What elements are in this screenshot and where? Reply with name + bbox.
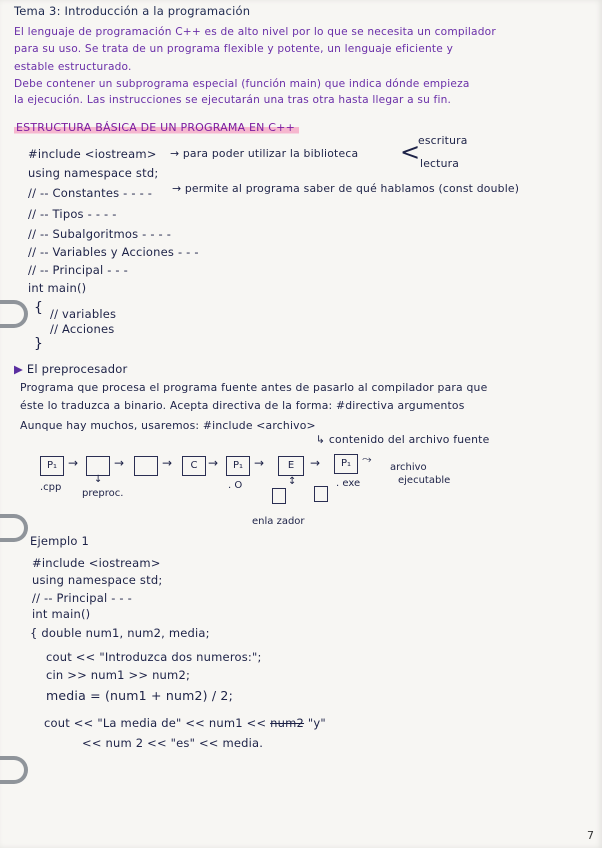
triangle-bullet-icon: ▶ bbox=[14, 362, 24, 376]
intro-line-4: Debe contener un subprograma especial (función main) que indica dónde empieza bbox=[14, 78, 470, 90]
diagram-box-lib-right bbox=[314, 486, 328, 502]
code-include: #include <iostream> bbox=[28, 147, 157, 161]
diagram-box-p1: P₁ bbox=[40, 456, 64, 476]
diagram-label-preproc: preproc. bbox=[82, 488, 124, 499]
preprocessor-title-text: El preprocesador bbox=[26, 362, 128, 376]
preprocessor-line-2: éste lo traduzca a binario. Acepta directiva de la forma: #directiva argumentos bbox=[20, 399, 465, 412]
arrow-right-icon: → bbox=[310, 456, 321, 470]
diagram-box-object: P₁ bbox=[226, 456, 250, 476]
preprocessor-line-1: Programa que procesa el programa fuente antes de pasarlo al compilador para que bbox=[20, 381, 488, 394]
arrow-down-icon: ↕ bbox=[288, 476, 297, 487]
diagram-label-o: . O bbox=[228, 480, 243, 491]
code-constantes: // -- Constantes - - - - bbox=[28, 186, 153, 200]
example-title: Ejemplo 1 bbox=[30, 534, 90, 548]
code-tipos: // -- Tipos - - - - bbox=[28, 207, 117, 221]
diagram-label-linker: enla zador bbox=[252, 516, 305, 527]
code-using: using namespace std; bbox=[28, 166, 159, 180]
cout-media-struck: num2 bbox=[270, 716, 305, 730]
code-comment-acciones: // Acciones bbox=[50, 322, 115, 336]
branch-top-label: escritura bbox=[418, 134, 468, 147]
binder-ring-middle bbox=[0, 514, 28, 542]
arrow-down-icon: ↓ bbox=[94, 474, 103, 485]
branch-bottom-label: lectura bbox=[420, 157, 460, 170]
example-line-cout-media bbox=[44, 716, 326, 730]
arrow-right-icon: → bbox=[208, 456, 219, 470]
diagram-box-linker: E bbox=[278, 456, 304, 476]
arrow-right-icon: → bbox=[254, 456, 265, 470]
example-line-include: #include <iostream> bbox=[32, 556, 161, 570]
example-line-using: using namespace std; bbox=[32, 573, 163, 587]
diagram-box-preproc bbox=[86, 456, 110, 476]
page-title: Tema 3: Introducción a la programación bbox=[14, 4, 251, 18]
diagram-label-exec-1: archivo bbox=[390, 462, 427, 473]
page-number: 7 bbox=[587, 829, 594, 842]
code-brace-close: } bbox=[34, 336, 44, 352]
code-main: int main() bbox=[28, 281, 87, 295]
cout-media-part-3: "y" bbox=[304, 716, 326, 730]
arrow-curve-icon: ⤳ bbox=[362, 452, 372, 466]
code-brace-open: { bbox=[34, 300, 44, 316]
example-line-media: media = (num1 + num2) / 2; bbox=[46, 688, 233, 703]
example-line-declare: { double num1, num2, media; bbox=[30, 626, 210, 640]
code-comment-variables: // variables bbox=[50, 307, 117, 321]
example-line-cout-continued: << num 2 << "es" << media. bbox=[82, 736, 264, 750]
code-subalgoritmos: // -- Subalgoritmos - - - - bbox=[28, 227, 172, 241]
constantes-note: → permite al programa saber de qué hablamos (const double) bbox=[172, 182, 520, 195]
code-principal: // -- Principal - - - bbox=[28, 263, 128, 277]
binder-ring-bottom bbox=[0, 756, 28, 784]
cout-media-part-1: cout << "La media de" << num1 << bbox=[44, 716, 271, 730]
include-note: → para poder utilizar la biblioteca bbox=[170, 147, 359, 160]
intro-line-1: El lenguaje de programación C++ es de alto nivel por lo que se necesita un compilador bbox=[14, 26, 496, 38]
code-variables-acciones: // -- Variables y Acciones - - - bbox=[28, 245, 199, 259]
diagram-label-exec-2: ejecutable bbox=[398, 475, 451, 486]
arrow-right-icon: → bbox=[68, 456, 79, 470]
intro-line-2: para su uso. Se trata de un programa flexible y potente, un lenguaje eficiente y bbox=[14, 43, 454, 55]
binder-ring-top bbox=[0, 300, 28, 328]
example-line-main: int main() bbox=[32, 607, 91, 621]
diagram-label-cpp: .cpp bbox=[40, 482, 62, 493]
diagram-box-exe: P₁ bbox=[334, 454, 358, 474]
section-heading-structure: ESTRUCTURA BÁSICA DE UN PROGRAMA EN C++ bbox=[14, 121, 299, 134]
diagram-label-exe: . exe bbox=[336, 478, 361, 489]
preprocessor-line-4: ↳ contenido del archivo fuente bbox=[316, 433, 490, 446]
arrow-right-icon: → bbox=[114, 456, 125, 470]
example-line-cout: cout << "Introduzca dos numeros:"; bbox=[46, 650, 262, 664]
preprocessor-line-3: Aunque hay muchos, usaremos: #include <archivo> bbox=[20, 419, 316, 432]
intro-line-3: estable estructurado. bbox=[14, 61, 132, 73]
arrow-right-icon: → bbox=[162, 456, 173, 470]
brace-branch-icon: < bbox=[400, 138, 421, 166]
diagram-box-compiler: C bbox=[182, 456, 206, 476]
preprocessor-title bbox=[14, 362, 127, 376]
intro-line-5: la ejecución. Las instrucciones se ejecutarán una tras otra hasta llegar a su fin. bbox=[14, 94, 452, 106]
example-line-principal: // -- Principal - - - bbox=[32, 591, 132, 605]
example-line-cin: cin >> num1 >> num2; bbox=[46, 668, 191, 682]
diagram-box-lib-left bbox=[272, 488, 286, 504]
diagram-box-empty bbox=[134, 456, 158, 476]
